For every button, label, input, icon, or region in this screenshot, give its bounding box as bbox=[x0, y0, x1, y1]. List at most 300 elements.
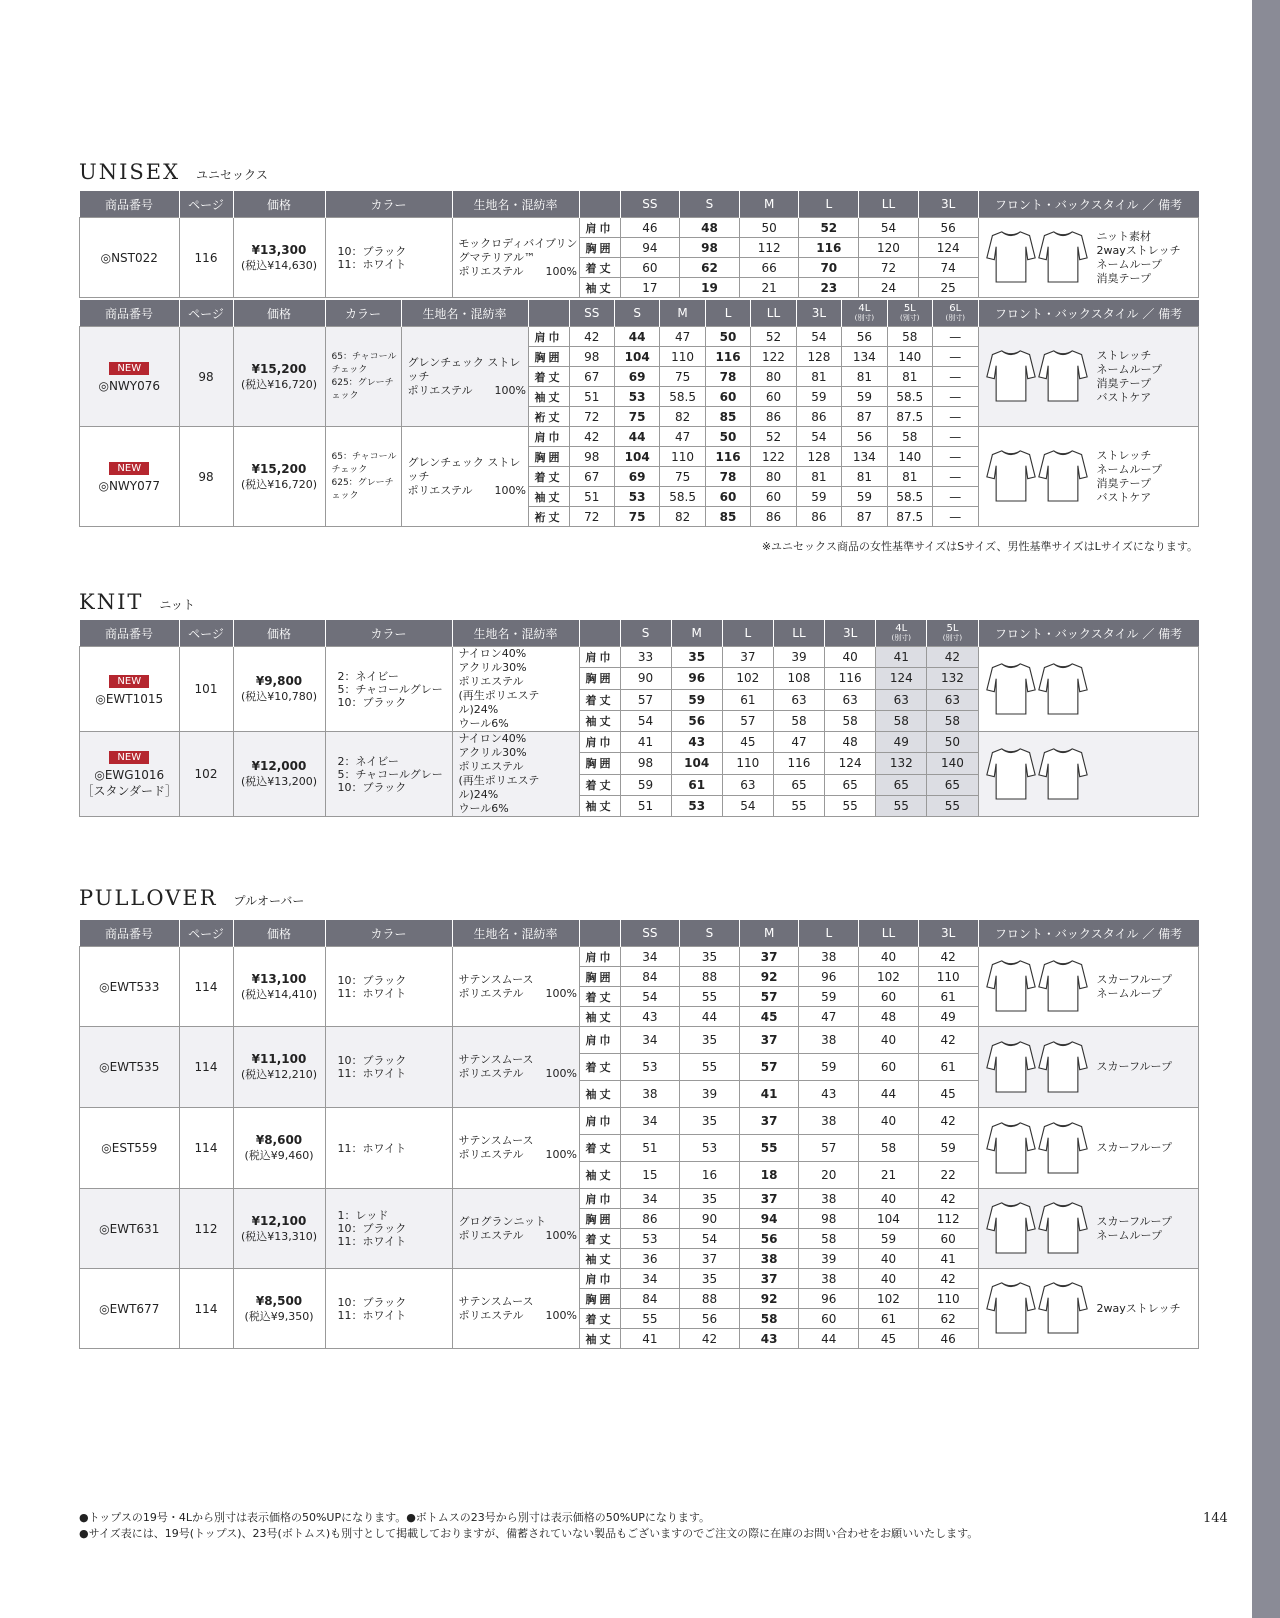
size-header: M bbox=[739, 920, 799, 947]
size-header: S bbox=[680, 920, 740, 947]
size-value: 51 bbox=[620, 795, 671, 816]
price-with-tax: (税込¥9,460) bbox=[244, 1149, 314, 1162]
product-notes: スカーフループ bbox=[1096, 1141, 1172, 1154]
price-cell bbox=[233, 1189, 325, 1269]
price-cell bbox=[233, 947, 325, 1027]
size-header: 3L bbox=[825, 620, 876, 647]
measure-label: 肩巾 bbox=[579, 1269, 620, 1289]
size-value: 37 bbox=[739, 1189, 799, 1209]
size-value: 116 bbox=[799, 238, 859, 258]
size-value: 60 bbox=[751, 487, 796, 507]
size-value: 69 bbox=[614, 467, 659, 487]
product-code-cell bbox=[80, 1027, 180, 1108]
size-value: 58.5 bbox=[660, 487, 705, 507]
price: ¥8,600 bbox=[255, 1133, 303, 1147]
catalog-page: 114 bbox=[179, 947, 233, 1027]
size-value: 40 bbox=[859, 1189, 919, 1209]
size-value: 41 bbox=[620, 1329, 680, 1349]
color-cell bbox=[325, 427, 401, 527]
size-value: 98 bbox=[569, 447, 614, 467]
size-value: 116 bbox=[705, 447, 750, 467]
size-value: 134 bbox=[842, 347, 887, 367]
size-value: 59 bbox=[620, 774, 671, 795]
size-header: LL bbox=[859, 920, 919, 947]
measure-label: 胸囲 bbox=[579, 668, 620, 689]
col-header: 価格 bbox=[233, 300, 325, 327]
size-value: 58 bbox=[739, 1309, 799, 1329]
price: ¥13,100 bbox=[251, 971, 307, 986]
size-value: 102 bbox=[859, 1289, 919, 1309]
back-garment-icon bbox=[1037, 343, 1089, 407]
catalog-page: 112 bbox=[179, 1189, 233, 1269]
back-garment-icon bbox=[1037, 656, 1089, 720]
size-value: 58 bbox=[859, 1135, 919, 1162]
unisex-table-nst022 bbox=[79, 191, 1199, 298]
price-cell bbox=[233, 327, 325, 427]
size-value: 55 bbox=[680, 987, 740, 1007]
fabric-cell bbox=[452, 1269, 579, 1349]
price-with-tax: (税込¥10,780) bbox=[240, 690, 318, 703]
size-value: — bbox=[933, 347, 979, 367]
size-value: 74 bbox=[918, 258, 978, 278]
notes-header: フロント・バックスタイル ／ 備考 bbox=[978, 620, 1199, 647]
size-value: — bbox=[933, 447, 979, 467]
size-value: 42 bbox=[918, 1027, 978, 1054]
notes-header: フロント・バックスタイル ／ 備考 bbox=[978, 920, 1199, 947]
measure-label: 肩巾 bbox=[579, 1108, 620, 1135]
size-value: 86 bbox=[751, 407, 796, 427]
product-code: ◎EWG1016 bbox=[94, 768, 165, 782]
size-value: 75 bbox=[660, 367, 705, 387]
size-value: 50 bbox=[739, 218, 799, 238]
price-cell bbox=[233, 218, 325, 298]
size-header: 5L (別寸) bbox=[927, 620, 978, 647]
size-header: 3L bbox=[918, 920, 978, 947]
table-row bbox=[80, 1108, 1199, 1135]
size-value: 84 bbox=[620, 1289, 680, 1309]
size-value: 60 bbox=[918, 1229, 978, 1249]
size-value: 96 bbox=[671, 668, 722, 689]
style-notes bbox=[979, 1115, 1199, 1182]
size-value: 43 bbox=[671, 732, 722, 753]
size-value: 75 bbox=[660, 467, 705, 487]
size-value: 40 bbox=[859, 1027, 919, 1054]
size-value: 45 bbox=[722, 732, 773, 753]
price: ¥8,500 bbox=[255, 1293, 303, 1308]
size-value: 48 bbox=[859, 1007, 919, 1027]
size-value: 128 bbox=[796, 347, 841, 367]
front-garment-icon bbox=[985, 1034, 1037, 1098]
measure-label: 着丈 bbox=[579, 1309, 620, 1329]
size-value: 98 bbox=[569, 347, 614, 367]
size-value: 40 bbox=[859, 1249, 919, 1269]
size-value: 37 bbox=[739, 1027, 799, 1054]
price-cell bbox=[233, 732, 325, 817]
size-value: 60 bbox=[751, 387, 796, 407]
measure-label: 着丈 bbox=[579, 258, 620, 278]
size-value: 44 bbox=[614, 427, 659, 447]
size-value: 81 bbox=[887, 367, 932, 387]
price-with-tax: (税込¥14,410) bbox=[240, 987, 318, 1001]
size-value: 16 bbox=[680, 1162, 740, 1189]
footer-line-1: ●トップスの19号・4Lから別寸は表示価格の50%UPになります。●ボトムスの23号から別寸は表示価格の50%UPになります。 bbox=[79, 1511, 711, 1524]
size-value: 37 bbox=[739, 947, 799, 967]
garment-illustration bbox=[985, 443, 1089, 510]
size-value: 25 bbox=[918, 278, 978, 298]
fabric-cell bbox=[401, 427, 528, 527]
product-code-cell bbox=[80, 1108, 180, 1189]
back-garment-icon bbox=[1037, 953, 1089, 1017]
size-value: 58.5 bbox=[887, 387, 932, 407]
size-value: 34 bbox=[620, 1189, 680, 1209]
size-value: 19 bbox=[680, 278, 740, 298]
size-value: 87 bbox=[842, 407, 887, 427]
size-header: 6L (別寸) bbox=[933, 300, 979, 327]
size-value: 21 bbox=[859, 1162, 919, 1189]
fabric-cell bbox=[452, 1189, 579, 1269]
size-value: 43 bbox=[799, 1081, 859, 1108]
size-value: 49 bbox=[876, 732, 927, 753]
back-garment-icon bbox=[1037, 1034, 1089, 1098]
front-garment-icon bbox=[985, 443, 1037, 507]
size-value: 53 bbox=[671, 795, 722, 816]
new-badge: NEW bbox=[109, 462, 149, 475]
table-row bbox=[80, 1027, 1199, 1054]
price: ¥15,200 bbox=[251, 361, 307, 376]
measure-label: 肩巾 bbox=[579, 947, 620, 967]
product-notes: ストレッチ ネームループ 消臭テープ バストケア bbox=[1096, 448, 1162, 504]
price-cell bbox=[233, 1027, 325, 1108]
product-code-cell bbox=[80, 427, 180, 527]
size-value: 62 bbox=[918, 1309, 978, 1329]
size-value: 20 bbox=[799, 1162, 859, 1189]
color-cell bbox=[325, 218, 452, 298]
measure-label: 胸囲 bbox=[579, 1289, 620, 1309]
garment-illustration bbox=[985, 1275, 1089, 1342]
size-value: 63 bbox=[927, 689, 978, 710]
size-value: 59 bbox=[671, 689, 722, 710]
size-value: — bbox=[933, 507, 979, 527]
size-value: 57 bbox=[722, 710, 773, 731]
size-value: 104 bbox=[671, 753, 722, 774]
size-value: — bbox=[933, 367, 979, 387]
color-cell bbox=[325, 1108, 452, 1189]
product-code: ◎NWY076 bbox=[98, 379, 161, 393]
size-value: 51 bbox=[569, 487, 614, 507]
size-value: 40 bbox=[859, 1269, 919, 1289]
product-notes: スカーフループ ネームループ bbox=[1096, 972, 1172, 1000]
size-value: 44 bbox=[614, 327, 659, 347]
garment-illustration bbox=[985, 343, 1089, 410]
section-title-knit: KNIT ニット bbox=[79, 590, 195, 614]
size-value: 60 bbox=[620, 258, 680, 278]
garment-illustration bbox=[985, 1034, 1089, 1101]
measure-label: 肩巾 bbox=[579, 1189, 620, 1209]
fabric-text: サテンスムース ポリエステル 100% bbox=[458, 1134, 577, 1161]
size-value: 51 bbox=[569, 387, 614, 407]
fabric-cell bbox=[452, 947, 579, 1027]
size-value: 59 bbox=[842, 387, 887, 407]
size-value: 59 bbox=[796, 387, 841, 407]
measure-label: 胸囲 bbox=[528, 347, 569, 367]
size-value: 53 bbox=[680, 1135, 740, 1162]
garment-illustration bbox=[985, 1195, 1089, 1262]
size-value: 59 bbox=[842, 487, 887, 507]
measure-label: 胸囲 bbox=[579, 1209, 620, 1229]
size-value: 54 bbox=[680, 1229, 740, 1249]
size-value: 58 bbox=[799, 1229, 859, 1249]
garment-illustration bbox=[985, 224, 1089, 291]
size-value: 78 bbox=[705, 367, 750, 387]
size-value: 60 bbox=[705, 387, 750, 407]
size-value: 34 bbox=[620, 1269, 680, 1289]
size-value: 37 bbox=[739, 1269, 799, 1289]
size-value: 50 bbox=[927, 732, 978, 753]
size-value: 61 bbox=[671, 774, 722, 795]
section-title-unisex: UNISEX ユニセックス bbox=[79, 160, 268, 184]
col-header: 生地名・混紡率 bbox=[401, 300, 528, 327]
measure-label: 袖丈 bbox=[579, 795, 620, 816]
size-value: 63 bbox=[722, 774, 773, 795]
price-cell bbox=[233, 1108, 325, 1189]
garment-illustration bbox=[985, 741, 1089, 808]
size-value: 38 bbox=[799, 1108, 859, 1135]
size-value: 72 bbox=[569, 507, 614, 527]
size-value: 128 bbox=[796, 447, 841, 467]
size-value: 44 bbox=[799, 1329, 859, 1349]
product-code: ◎NST022 bbox=[100, 250, 158, 265]
size-value: 120 bbox=[859, 238, 919, 258]
size-value: 55 bbox=[680, 1054, 740, 1081]
size-value: 63 bbox=[773, 689, 824, 710]
style-notes-cell bbox=[978, 327, 1199, 427]
col-header: カラー bbox=[325, 191, 452, 218]
size-value: 92 bbox=[739, 967, 799, 987]
style-notes bbox=[979, 443, 1199, 510]
measure-label: 胸囲 bbox=[579, 967, 620, 987]
size-value: 110 bbox=[918, 1289, 978, 1309]
col-header-blank bbox=[528, 300, 569, 327]
measure-label: 袖丈 bbox=[579, 1007, 620, 1027]
size-value: 98 bbox=[620, 753, 671, 774]
color-list: 10：ブラック 11：ホワイト bbox=[337, 1295, 407, 1322]
style-notes-cell bbox=[978, 1189, 1199, 1269]
garment-illustration bbox=[985, 656, 1089, 723]
size-header: 3L bbox=[918, 191, 978, 218]
size-header: S bbox=[620, 620, 671, 647]
fabric-text: サテンスムース ポリエステル 100% bbox=[458, 1053, 577, 1080]
size-value: 140 bbox=[887, 447, 932, 467]
product-code: ◎EWT535 bbox=[99, 1060, 160, 1074]
style-notes-cell bbox=[978, 1269, 1199, 1349]
size-value: 94 bbox=[739, 1209, 799, 1229]
size-value: 54 bbox=[620, 987, 680, 1007]
size-value: 53 bbox=[620, 1229, 680, 1249]
size-value: 47 bbox=[660, 427, 705, 447]
col-header: 商品番号 bbox=[80, 920, 180, 947]
size-value: 58 bbox=[887, 427, 932, 447]
product-notes: スカーフループ bbox=[1096, 1060, 1172, 1073]
size-value: 81 bbox=[842, 467, 887, 487]
fabric-cell bbox=[452, 732, 579, 817]
measure-label: 胸囲 bbox=[579, 753, 620, 774]
size-value: 116 bbox=[825, 668, 876, 689]
measure-label: 裄丈 bbox=[528, 407, 569, 427]
size-header: S bbox=[614, 300, 659, 327]
size-value: — bbox=[933, 387, 979, 407]
size-value: — bbox=[933, 427, 979, 447]
size-value: 98 bbox=[680, 238, 740, 258]
measure-label: 袖丈 bbox=[579, 1081, 620, 1108]
table-row bbox=[80, 947, 1199, 967]
style-notes bbox=[979, 224, 1199, 291]
table-row bbox=[80, 327, 1199, 347]
measure-label: 袖丈 bbox=[528, 487, 569, 507]
footer-line-2: ●サイズ表には、19号(トップス)、23号(ボトムス)も別寸として掲載しておりますが、備蓄されていない製品もございますのでご注文の際に在庫のお問い合わせをお願いいたします。 bbox=[79, 1527, 979, 1540]
color-list: 10：ブラック 11：ホワイト bbox=[337, 973, 407, 1000]
color-list: 11：ホワイト bbox=[337, 1141, 407, 1155]
size-header: SS bbox=[569, 300, 614, 327]
front-garment-icon bbox=[985, 1115, 1037, 1179]
size-value: 55 bbox=[825, 795, 876, 816]
fabric-text: ナイロン40% アクリル30% ポリエステル (再生ポリエステル)24% ウール6% bbox=[458, 732, 540, 815]
style-notes-cell bbox=[978, 732, 1199, 817]
fabric-text: サテンスムース ポリエステル 100% bbox=[458, 1294, 577, 1322]
col-header: 価格 bbox=[233, 620, 325, 647]
price-with-tax: (税込¥12,210) bbox=[240, 1068, 318, 1081]
size-value: 38 bbox=[799, 1269, 859, 1289]
product-code-cell bbox=[80, 947, 180, 1027]
size-header: 3L bbox=[796, 300, 841, 327]
size-value: 72 bbox=[859, 258, 919, 278]
catalog-page: 114 bbox=[179, 1027, 233, 1108]
style-notes bbox=[979, 741, 1199, 808]
size-value: — bbox=[933, 327, 979, 347]
color-cell bbox=[325, 947, 452, 1027]
size-value: 33 bbox=[620, 647, 671, 668]
size-value: 35 bbox=[680, 1027, 740, 1054]
size-value: 87.5 bbox=[887, 507, 932, 527]
size-value: 56 bbox=[680, 1309, 740, 1329]
fabric-cell bbox=[452, 1027, 579, 1108]
catalog-page: 116 bbox=[179, 218, 233, 298]
measure-label: 肩巾 bbox=[579, 218, 620, 238]
size-value: 86 bbox=[751, 507, 796, 527]
measure-label: 着丈 bbox=[528, 467, 569, 487]
size-value: 81 bbox=[887, 467, 932, 487]
size-value: 54 bbox=[620, 710, 671, 731]
size-value: 65 bbox=[876, 774, 927, 795]
size-value: 37 bbox=[722, 647, 773, 668]
size-value: 124 bbox=[876, 668, 927, 689]
size-value: 43 bbox=[620, 1007, 680, 1027]
size-value: 57 bbox=[799, 1135, 859, 1162]
size-value: 44 bbox=[859, 1081, 919, 1108]
catalog-page: 114 bbox=[179, 1269, 233, 1349]
col-header: 商品番号 bbox=[80, 191, 180, 218]
col-header-blank bbox=[579, 920, 620, 947]
product-notes: スカーフループ ネームループ bbox=[1096, 1214, 1172, 1242]
unisex-footnote: ※ユニセックス商品の女性基準サイズはSサイズ、男性基準サイズはLサイズになります。 bbox=[761, 540, 1198, 553]
size-header: M bbox=[671, 620, 722, 647]
price: ¥13,300 bbox=[251, 242, 307, 257]
product-code-cell bbox=[80, 1269, 180, 1349]
size-value: 110 bbox=[722, 753, 773, 774]
price-with-tax: (税込¥9,350) bbox=[244, 1309, 314, 1323]
measure-label: 袖丈 bbox=[579, 1162, 620, 1189]
size-value: 60 bbox=[859, 1054, 919, 1081]
color-cell bbox=[325, 647, 452, 732]
size-header: LL bbox=[773, 620, 824, 647]
size-value: 75 bbox=[614, 507, 659, 527]
size-value: 60 bbox=[799, 1309, 859, 1329]
size-value: 45 bbox=[918, 1081, 978, 1108]
size-value: 112 bbox=[739, 238, 799, 258]
size-value: 61 bbox=[918, 1054, 978, 1081]
size-value: 140 bbox=[927, 753, 978, 774]
price-with-tax: (税込¥16,720) bbox=[240, 477, 318, 491]
back-garment-icon bbox=[1037, 741, 1089, 805]
product-code-cell bbox=[80, 327, 180, 427]
back-garment-icon bbox=[1037, 443, 1089, 507]
size-value: 59 bbox=[796, 487, 841, 507]
size-value: 55 bbox=[876, 795, 927, 816]
fabric-cell bbox=[452, 647, 579, 732]
size-value: 112 bbox=[918, 1209, 978, 1229]
style-notes-cell bbox=[978, 647, 1199, 732]
size-value: 42 bbox=[680, 1329, 740, 1349]
color-cell bbox=[325, 1027, 452, 1108]
new-badge: NEW bbox=[109, 675, 149, 688]
size-value: 54 bbox=[722, 795, 773, 816]
size-value: 50 bbox=[705, 427, 750, 447]
size-value: 69 bbox=[614, 367, 659, 387]
size-header: M bbox=[660, 300, 705, 327]
size-value: 34 bbox=[620, 947, 680, 967]
size-value: 96 bbox=[799, 967, 859, 987]
catalog-page: 98 bbox=[179, 427, 233, 527]
size-value: 40 bbox=[859, 1108, 919, 1135]
size-value: 54 bbox=[859, 218, 919, 238]
col-header: カラー bbox=[325, 920, 452, 947]
style-notes bbox=[979, 1034, 1199, 1101]
size-value: 86 bbox=[796, 507, 841, 527]
size-value: 67 bbox=[569, 367, 614, 387]
size-header: 4L (別寸) bbox=[842, 300, 887, 327]
size-value: 67 bbox=[569, 467, 614, 487]
measure-label: 胸囲 bbox=[579, 238, 620, 258]
size-value: 58.5 bbox=[660, 387, 705, 407]
measure-label: 着丈 bbox=[579, 1229, 620, 1249]
size-value: 45 bbox=[859, 1329, 919, 1349]
size-value: 61 bbox=[859, 1309, 919, 1329]
size-value: 81 bbox=[842, 367, 887, 387]
table-row bbox=[80, 218, 1199, 238]
table-row bbox=[80, 732, 1199, 753]
col-header: ページ bbox=[179, 191, 233, 218]
product-notes: 2wayストレッチ bbox=[1096, 1301, 1181, 1315]
style-notes bbox=[979, 656, 1199, 723]
size-value: 46 bbox=[620, 218, 680, 238]
size-value: 37 bbox=[680, 1249, 740, 1269]
color-list: 65：チャコールチェック 625：グレーチェック bbox=[331, 351, 397, 401]
style-notes bbox=[979, 953, 1199, 1020]
size-value: 53 bbox=[620, 1054, 680, 1081]
price: ¥15,200 bbox=[251, 461, 307, 476]
fabric-text: グログランニット ポリエステル 100% bbox=[458, 1214, 577, 1242]
size-value: 54 bbox=[796, 327, 841, 347]
style-notes-cell bbox=[978, 218, 1199, 298]
